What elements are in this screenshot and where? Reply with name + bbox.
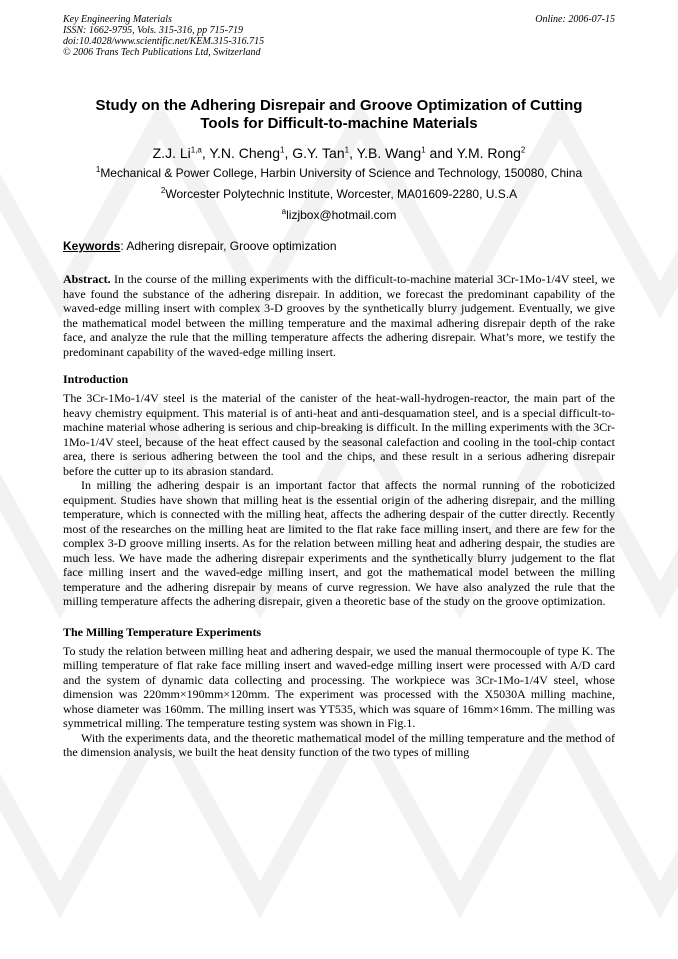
author-separator: , <box>201 145 210 161</box>
abstract-label: Abstract. <box>63 272 111 286</box>
abstract <box>63 272 615 359</box>
keywords <box>63 239 615 254</box>
email-text: lizjbox@hotmail.com <box>286 208 397 222</box>
author-affiliation-mark: 1,a <box>190 145 202 155</box>
keywords-colon: : <box>120 239 124 253</box>
journal-name: Key Engineering Materials <box>63 14 172 25</box>
affiliation-2 <box>63 187 615 202</box>
author-name: G.Y. Tan <box>292 145 345 161</box>
author-affiliation-mark: 1 <box>421 145 426 155</box>
experiments-heading: The Milling Temperature Experiments <box>63 624 262 639</box>
affiliation-text: Mechanical & Power College, Harbin University of Science and Technology, 150080, China <box>100 166 583 180</box>
introduction-heading: Introduction <box>63 372 129 386</box>
copyright-line: © 2006 Trans Tech Publications Ltd, Switzerland <box>63 47 261 58</box>
keywords-text: Adhering disrepair, Groove optimization <box>123 239 337 253</box>
title-line-2: Tools for Difficult-to-machine Materials <box>200 115 478 132</box>
online-date: Online: 2006-07-15 <box>535 14 615 25</box>
journal-header <box>63 14 615 58</box>
author-name: Z.J. Li <box>152 145 191 161</box>
author-affiliation-mark: 1 <box>344 145 350 155</box>
author-email <box>63 208 615 223</box>
author-name: Y.B. Wang <box>356 145 422 161</box>
doi-line: doi:10.4028/www.scientific.net/KEM.315-316.715 <box>63 36 265 47</box>
introduction-paragraph-2: In milling the adhering despair is an important factor that affects the normal running of the roboticized equipment. Studies have shown that milling heat is the essential origin of the adhering disrepair, and the milling temperature, which is connected with the milling heat, affects the adhering despair of the cutter directly. Recently most of the researches on the milling heat are limited to the flat rake face milling insert, and there are few for the complex 3-D groove milling inserts. As for the relation between milling heat and adhering despair, the studies are much less. We have made the adhering disrepair experiments and the synthetically blurry judgement to the flat face milling insert and the waved-edge milling insert, and got the mathematical model between the milling temperature and the adhering disrepair by means of curve regression. We have also analyzed the rule that the milling temperature affects the adhering disrepair, given a theoretic base of the study on the groove optimization. <box>63 478 615 608</box>
author-name: Y.N. Cheng <box>209 145 280 161</box>
author-separator: , <box>349 145 357 161</box>
experiments-paragraph-1: To study the relation between milling heat and adhering despair, we used the manual thermocouple of type K. The milling temperature of flat rake face milling insert and waved-edge milling insert were processed with A/D card and the system of dynamic data collecting and processing. The workpiece was 3Cr-1Mo-1/4V steel, whose dimension was 220mm×190mm×120mm. The experiment was processed with the X5030A milling machine, whose diameter was 160mm. The milling insert was YT535, which was square of 16mm×16mm. The milling was symmetrical milling. The temperature testing system was shown in Fig.1. <box>63 643 615 730</box>
author-affiliation-mark: 2 <box>520 145 526 155</box>
author-affiliation-mark: 1 <box>279 145 285 155</box>
paper-title <box>63 97 615 133</box>
paper-page <box>63 14 615 760</box>
title-line-1: Study on the Adhering Disrepair and Groove Optimization of Cutting <box>95 97 583 114</box>
affiliation-text: Worcester Polytechnic Institute, Worcester, MA01609-2280, U.S.A <box>165 187 518 201</box>
author-separator: , <box>284 145 293 161</box>
affiliation-mark: 1 <box>95 165 101 174</box>
author-separator: and <box>425 145 457 161</box>
issn-line: ISSN: 1662-9795, Vols. 315-316, pp 715-719 <box>63 25 243 36</box>
introduction-paragraph-1: The 3Cr-1Mo-1/4V steel is the material of the canister of the heat-wall-hydrogen-reactor, the main part of the heavy chemistry equipment. This material is of anti-heat and anti-desquamation steel, and is a special difficult-to-machine material whose adhering is serious and chip-breaking is difficult. In the milling experiments with the 3Cr-1Mo-1/4V steel, because of the heat effect caused by the seasonal calefaction and cooling in the tool-chip contact area, there is serious adhering between the tool and the chips, and these result in a serious adhering disrepair before the cutter up to its abrasion standard. <box>63 391 615 478</box>
email-mark: a <box>281 207 287 216</box>
affiliation-1 <box>63 166 615 181</box>
abstract-text: In the course of the milling experiments with the difficult-to-machine material 3Cr-1Mo-1/4V steel, we have found the substance of the adhering disrepair. In addition, we forecast the predominant capability of the waved-edge milling insert with complex 3-D grooves by the synthetically blurry judgement. Eventually, we give the mathematical model between the milling temperature and the maximal adhering disrepair depth of the rake face, and analyze the rule that the milling temperature affects the adhering disrepair. What’s more, we testify the predominant capability of the waved-edge milling insert. <box>63 272 615 359</box>
author-list <box>63 144 615 162</box>
experiments-paragraph-2: With the experiments data, and the theoretic mathematical model of the milling temperature and the method of the dimension analysis, we built the heat density function of the two types of milling <box>63 730 615 759</box>
affiliation-mark: 2 <box>160 186 166 195</box>
author-name: Y.M. Rong <box>456 145 521 161</box>
keywords-label: Keywords <box>63 239 121 253</box>
